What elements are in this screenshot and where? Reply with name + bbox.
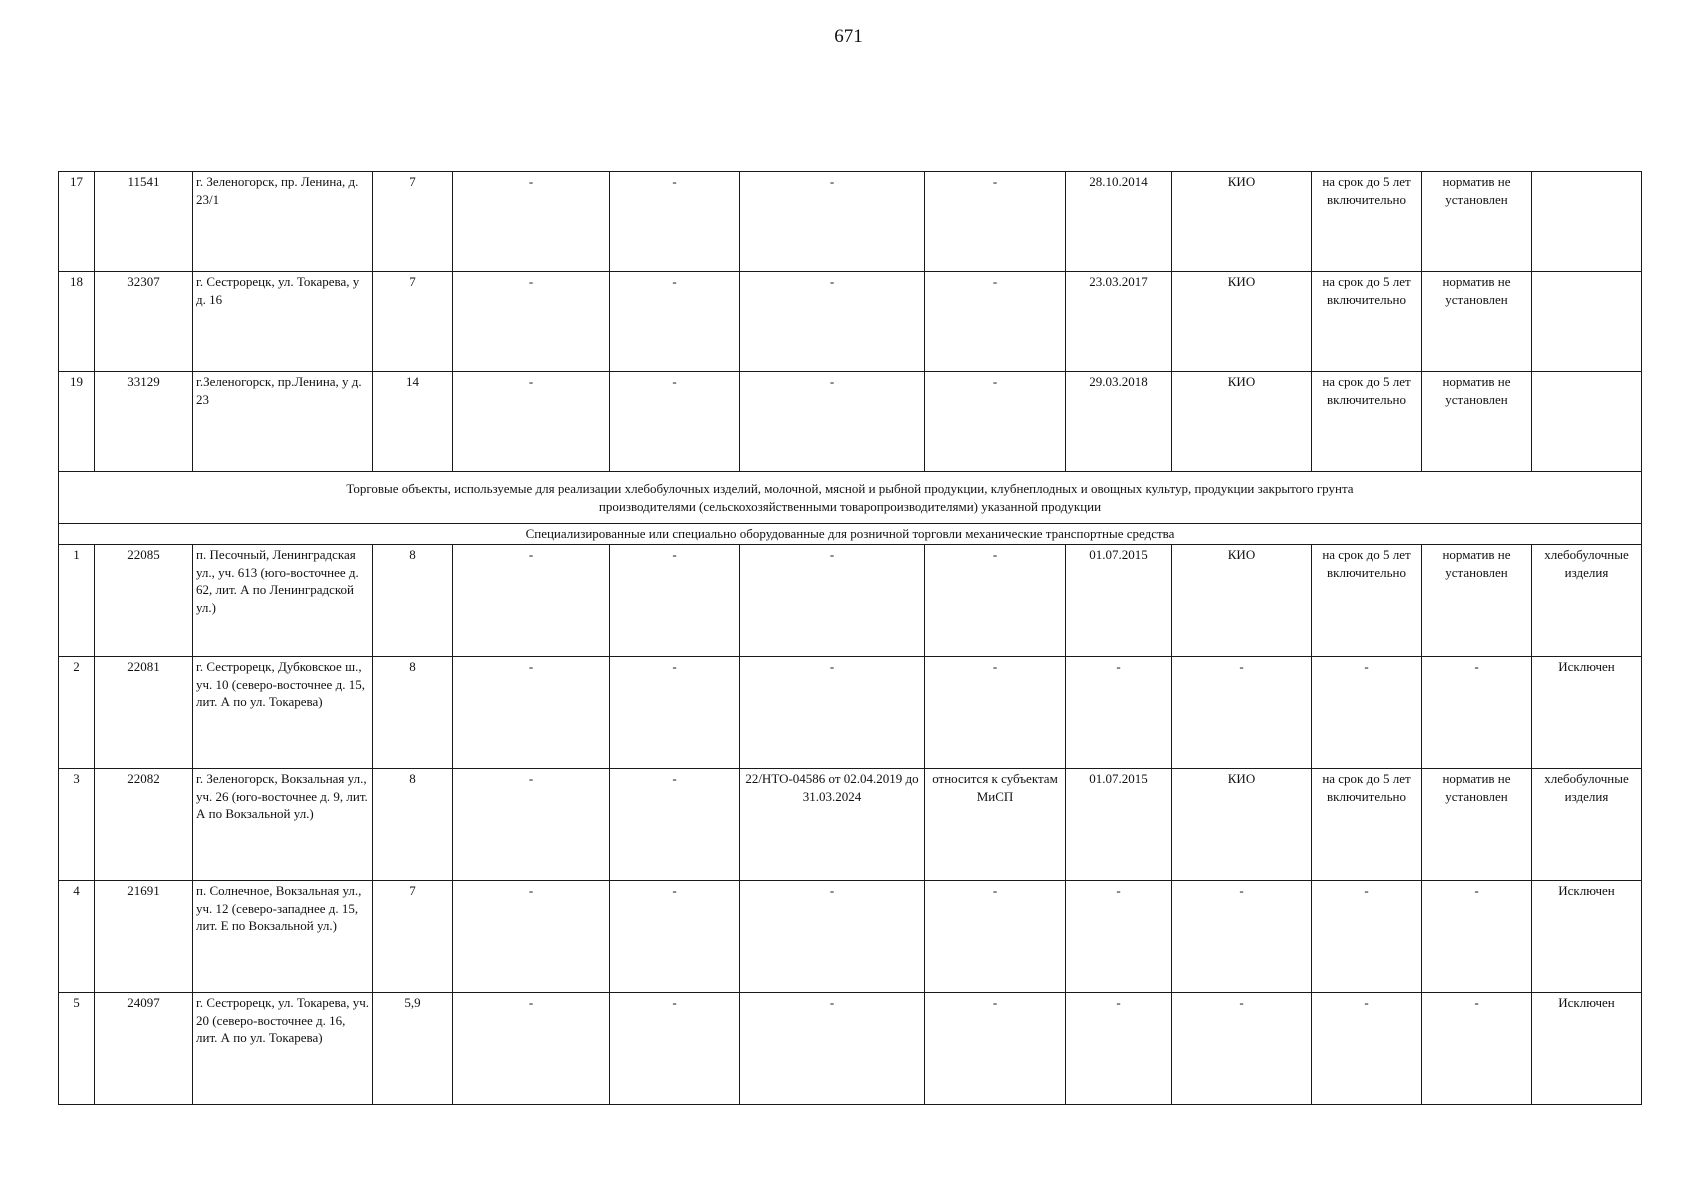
cell-object-id: 22081 xyxy=(95,657,193,769)
cell-note: Исключен xyxy=(1532,993,1642,1105)
cell-norm: норматив не установлен xyxy=(1422,172,1532,272)
cell-address: г. Зеленогорск, Вокзальная ул., уч. 26 (юго-восточнее д. 9, лит. А по Вокзальной ул.) xyxy=(193,769,373,881)
table-body-top xyxy=(59,172,1642,472)
cell-col5: - xyxy=(453,172,610,272)
cell-sme-status: - xyxy=(925,657,1066,769)
cell-term: на срок до 5 лет включительно xyxy=(1312,372,1422,472)
cell-term: на срок до 5 лет включительно xyxy=(1312,545,1422,657)
cell-col6: - xyxy=(610,272,740,372)
cell-contract: - xyxy=(740,172,925,272)
cell-contract: - xyxy=(740,881,925,993)
cell-area: 7 xyxy=(373,172,453,272)
cell-note: Исключен xyxy=(1532,657,1642,769)
cell-number: 17 xyxy=(59,172,95,272)
table-row xyxy=(59,372,1642,472)
cell-address: г. Сестрорецк, ул. Токарева, уч. 20 (северо-восточнее д. 16, лит. А по ул. Токарева) xyxy=(193,993,373,1105)
cell-sme-status: - xyxy=(925,172,1066,272)
cell-address: г.Зеленогорск, пр.Ленина, у д. 23 xyxy=(193,372,373,472)
cell-address: п. Песочный, Ленинградская ул., уч. 613 (юго-восточнее д. 62, лит. А по Ленинградской ул.) xyxy=(193,545,373,657)
cell-organization: КИО xyxy=(1172,545,1312,657)
cell-term: - xyxy=(1312,881,1422,993)
cell-term: - xyxy=(1312,657,1422,769)
cell-col6: - xyxy=(610,372,740,472)
cell-date: 29.03.2018 xyxy=(1066,372,1172,472)
cell-number: 1 xyxy=(59,545,95,657)
cell-col5: - xyxy=(453,769,610,881)
section-block xyxy=(59,472,1642,545)
cell-term: на срок до 5 лет включительно xyxy=(1312,272,1422,372)
cell-number: 18 xyxy=(59,272,95,372)
cell-norm: норматив не установлен xyxy=(1422,769,1532,881)
subsection-row xyxy=(59,524,1642,545)
cell-number: 19 xyxy=(59,372,95,472)
cell-date: - xyxy=(1066,993,1172,1105)
cell-area: 8 xyxy=(373,657,453,769)
table-row xyxy=(59,545,1642,657)
cell-contract: - xyxy=(740,993,925,1105)
cell-object-id: 11541 xyxy=(95,172,193,272)
cell-sme-status: - xyxy=(925,993,1066,1105)
cell-organization: КИО xyxy=(1172,372,1312,472)
table-row xyxy=(59,172,1642,272)
cell-number: 2 xyxy=(59,657,95,769)
cell-object-id: 24097 xyxy=(95,993,193,1105)
table-row xyxy=(59,272,1642,372)
cell-col5: - xyxy=(453,545,610,657)
cell-address: п. Солнечное, Вокзальная ул., уч. 12 (северо-западнее д. 15, лит. Е по Вокзальной ул.) xyxy=(193,881,373,993)
cell-object-id: 22082 xyxy=(95,769,193,881)
table-row xyxy=(59,881,1642,993)
cell-col5: - xyxy=(453,881,610,993)
cell-object-id: 22085 xyxy=(95,545,193,657)
cell-sme-status: - xyxy=(925,372,1066,472)
cell-norm: - xyxy=(1422,881,1532,993)
cell-norm: норматив не установлен xyxy=(1422,545,1532,657)
section-row xyxy=(59,472,1642,524)
cell-contract: - xyxy=(740,372,925,472)
cell-area: 8 xyxy=(373,769,453,881)
cell-area: 7 xyxy=(373,272,453,372)
cell-address: г. Зеленогорск, пр. Ленина, д. 23/1 xyxy=(193,172,373,272)
table-row xyxy=(59,993,1642,1105)
cell-norm: норматив не установлен xyxy=(1422,272,1532,372)
object-table xyxy=(58,171,1642,1105)
cell-sme-status: - xyxy=(925,545,1066,657)
cell-organization: КИО xyxy=(1172,272,1312,372)
cell-object-id: 21691 xyxy=(95,881,193,993)
cell-address: г. Сестрорецк, Дубковское ш., уч. 10 (северо-восточнее д. 15, лит. А по ул. Токарева) xyxy=(193,657,373,769)
cell-organization: КИО xyxy=(1172,172,1312,272)
cell-note: хлебобулочные изделия xyxy=(1532,769,1642,881)
table-row xyxy=(59,657,1642,769)
cell-sme-status: - xyxy=(925,881,1066,993)
cell-area: 7 xyxy=(373,881,453,993)
cell-sme-status: - xyxy=(925,272,1066,372)
cell-number: 3 xyxy=(59,769,95,881)
cell-term: - xyxy=(1312,993,1422,1105)
cell-note xyxy=(1532,272,1642,372)
cell-object-id: 33129 xyxy=(95,372,193,472)
cell-area: 8 xyxy=(373,545,453,657)
cell-date: - xyxy=(1066,881,1172,993)
cell-object-id: 32307 xyxy=(95,272,193,372)
cell-area: 14 xyxy=(373,372,453,472)
cell-date: 01.07.2015 xyxy=(1066,545,1172,657)
cell-col5: - xyxy=(453,657,610,769)
cell-contract: - xyxy=(740,272,925,372)
cell-norm: норматив не установлен xyxy=(1422,372,1532,472)
cell-col6: - xyxy=(610,993,740,1105)
cell-contract: - xyxy=(740,545,925,657)
cell-col6: - xyxy=(610,657,740,769)
cell-sme-status: относится к субъектам МиСП xyxy=(925,769,1066,881)
cell-term: на срок до 5 лет включительно xyxy=(1312,769,1422,881)
cell-col6: - xyxy=(610,545,740,657)
cell-organization: - xyxy=(1172,657,1312,769)
cell-col6: - xyxy=(610,881,740,993)
cell-col6: - xyxy=(610,172,740,272)
cell-number: 5 xyxy=(59,993,95,1105)
cell-term: на срок до 5 лет включительно xyxy=(1312,172,1422,272)
cell-number: 4 xyxy=(59,881,95,993)
cell-col6: - xyxy=(610,769,740,881)
cell-area: 5,9 xyxy=(373,993,453,1105)
cell-norm: - xyxy=(1422,657,1532,769)
cell-date: 28.10.2014 xyxy=(1066,172,1172,272)
table-row xyxy=(59,769,1642,881)
cell-norm: - xyxy=(1422,993,1532,1105)
cell-col5: - xyxy=(453,372,610,472)
cell-note xyxy=(1532,372,1642,472)
cell-contract: 22/НТО-04586 от 02.04.2019 до 31.03.2024 xyxy=(740,769,925,881)
cell-contract: - xyxy=(740,657,925,769)
cell-date: - xyxy=(1066,657,1172,769)
cell-organization: - xyxy=(1172,993,1312,1105)
cell-note xyxy=(1532,172,1642,272)
cell-col5: - xyxy=(453,272,610,372)
cell-col5: - xyxy=(453,993,610,1105)
cell-organization: - xyxy=(1172,881,1312,993)
section-heading: Торговые объекты, используемые для реализации хлебобулочных изделий, молочной, мясной и рыбной продукции, клубнеплодных и овощных культур, продукции закрытого грунта производителями (сельскохозяйственными товаропроизводителями) указанной продукции xyxy=(59,472,1642,524)
cell-organization: КИО xyxy=(1172,769,1312,881)
table-body-bottom xyxy=(59,545,1642,1105)
cell-note: Исключен xyxy=(1532,881,1642,993)
cell-date: 23.03.2017 xyxy=(1066,272,1172,372)
cell-note: хлебобулочные изделия xyxy=(1532,545,1642,657)
cell-date: 01.07.2015 xyxy=(1066,769,1172,881)
cell-address: г. Сестрорецк, ул. Токарева, у д. 16 xyxy=(193,272,373,372)
subsection-heading: Специализированные или специально оборудованные для розничной торговли механические транспортные средства xyxy=(59,524,1642,545)
page-number: 671 xyxy=(834,26,863,47)
